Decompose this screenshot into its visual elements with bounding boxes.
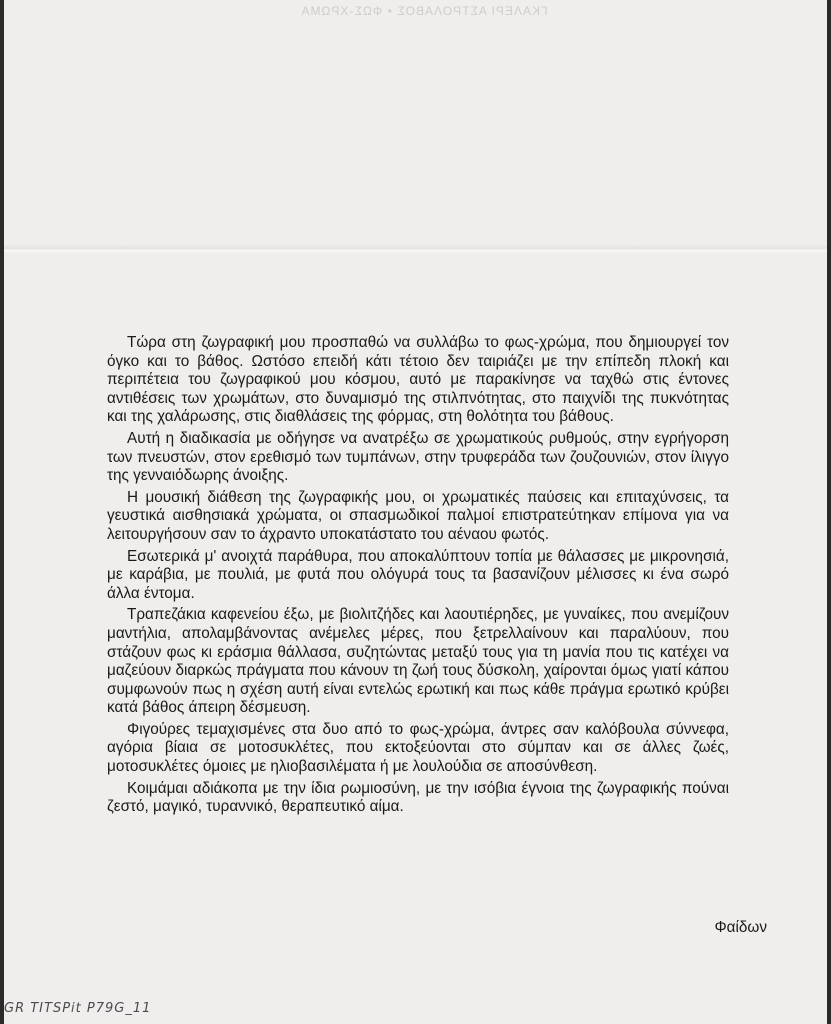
document-page xyxy=(4,0,827,1024)
paragraph-7: Κοιμάμαι αδιάκοπα με την ίδια ρωμιοσύνη, με την ισόβια έγνοια της ζωγραφικής πούναι ζεστό, μαγικό, τυραννικό, θεραπευτικό αίμα. xyxy=(107,779,729,816)
paragraph-2: Αυτή η διαδικασία με οδήγησε να ανατρέξω σε χρωματικούς ρυθμούς, στην εγρήγορση των πνευστών, στον ερεθισμό των τυμπάνων, στην τρυφεράδα των ζουζουνιών, στον ίλιγγο της γενναιόδωρης άνοιξης. xyxy=(107,429,729,485)
paragraph-1: Τώρα στη ζωγραφική μου προσπαθώ να συλλάβω το φως-χρώμα, που δημιουργεί τον όγκο και το βάθος. Ωστόσο επειδή κάτι τέτοιο δεν ταιριάζει με την επίπεδη πλοκή και περιπέτεια του ζωγραφικού μου κόσμου, αυτό με παρακίνησε να ταχθώ στις έντονες αντιθέσεις των χρωμάτων, στο δυναμισμό της στιλπνότητας, στο παιχνίδι της πυκνότητας και της χαλάρωσης, στις διαθλάσεις της φόρμας, στη θολότητα του βάθους. xyxy=(107,334,729,426)
paragraph-4: Εσωτερικά μ' ανοιχτά παράθυρα, που αποκαλύπτουν τοπία με θάλασσες με μικρονησιά, με καράβια, με πουλιά, με φυτά που ολόγυρά τους τα βασανίζουν μέλισσες κι ένα σωρό άλλα έντομα. xyxy=(107,547,729,602)
paragraph-6: Φιγούρες τεμαχισμένες στα δυο από το φως-χρώμα, άντρες σαν καλόβουλα σύννεφα, αγόρια βίαια σε μοτοσυκλέτες, που εκτοξεύονται στο σύμπαν και σε άλλες ζωές, μοτοσυκλέτες όμοιες με ηλιοβασιλέματα ή με λουλούδια σε αποσύνθεση. xyxy=(107,720,729,776)
signature: Φαίδων xyxy=(714,919,767,936)
reverse-side-bleed-through: ΓΚΑΛΕΡΙ ΑΣΤΡΟΛΑΒΟΣ • ΦΩΣ-ΧΡΩΜΑ xyxy=(300,4,548,18)
paragraph-5: Τραπεζάκια καφενείου έξω, με βιολιτζήδες και λαουτιέρηδες, με γυναίκες, που ανεμίζουν μαντήλια, απολαμβάνοντας ανέμελες μέρες, που ξετρελλαίνουν και παραλύουν, που στάζουν φως κι εράσμια θάλλασα, συζητώντας μεταξύ τους για τη μανία που τις κατέχει να μαζεύουν διαρκώς πράγματα που κάνουν τη ζωή τους δύσκολη, χαίρονται όμως γιατί κάπου συμφωνούν πως η σχέση αυτή είναι εντελώς ερωτική και πως κάθε πράγμα ερωτικό κρύβει κατά βάθος άπειρη δέσμευση. xyxy=(107,606,729,717)
body-text xyxy=(107,334,729,820)
paper-fold-line xyxy=(4,244,827,254)
paragraph-3: Η μουσική διάθεση της ζωγραφικής μου, οι χρωματικές παύσεις και επιταχύνσεις, τα γευστικά αισθησιακά χρώματα, οι σπασμωδικοί παλμοί επιστρατεύτηκαν επίμονα για να λειτουργήσουν σαν το άχραντο υποκατάστατο του αέναου φωτός. xyxy=(107,488,729,543)
archive-catalog-mark: GR TITSPit P79G_11 xyxy=(4,1001,152,1016)
scan-edge xyxy=(827,0,831,1024)
